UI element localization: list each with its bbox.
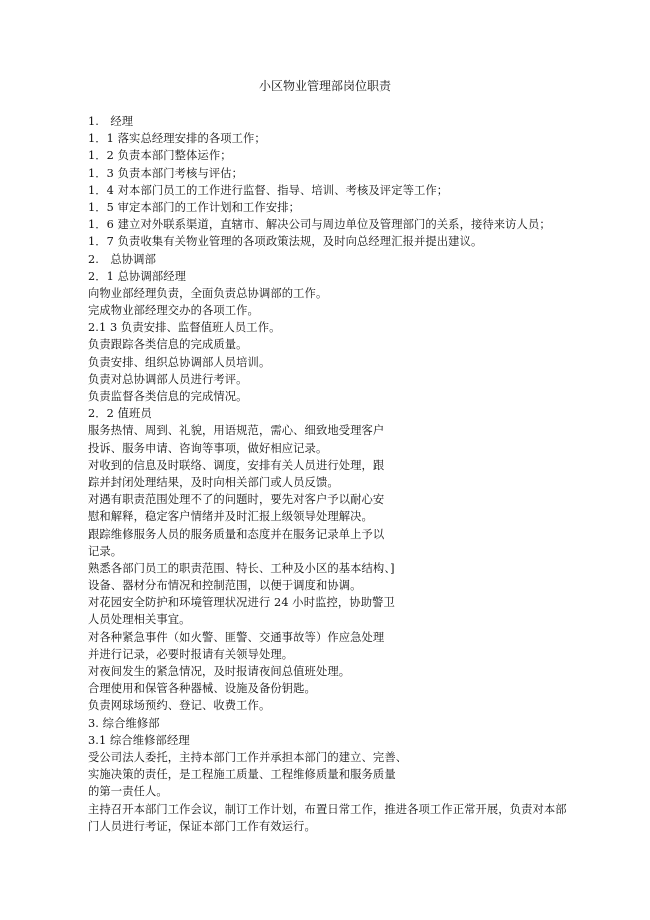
text-line: 3. 综合维修部 — [88, 716, 160, 730]
text-line: 3.1 综合维修部经理 — [88, 733, 190, 747]
text-line: 2．1 总协调部经理 — [88, 269, 187, 283]
text-line: 1．7 负责收集有关物业管理的各项政策法规，及时向总经理汇报并提出建议。 — [88, 235, 483, 249]
text-line: 完成物业部经理交办的各项工作。 — [88, 304, 259, 318]
text-line: 1．6 建立对外联系渠道，直辖市、解决公司与周边单位及管理部门的关系，接待来访人员； — [88, 218, 551, 232]
text-line: 熟悉各部门员工的职责范围、特长、工种及小区的基本结构、] — [88, 561, 395, 575]
text-line: 合理使用和保管各种器械、设施及备份钥匙。 — [88, 682, 316, 696]
text-line: 服务热情、周到、礼貌，用语规范，需心、细致地受理客户 — [88, 424, 385, 438]
text-line: 对遇有职责范围处理不了的问题时，要先对客户予以耐心安 — [88, 493, 385, 507]
text-line: 踪并封闭处理结果，及时向相关部门或人员反馈。 — [88, 475, 339, 489]
text-line: 负责监督各类信息的完成情况。 — [88, 390, 248, 403]
text-line: 人员处理相关事宜。 — [88, 613, 191, 627]
text-line: 跟踪维修服务人员的服务质量和态度并在服务记录单上予以 — [88, 527, 385, 541]
text-line: 1．3 负责本部门考核与评估； — [88, 166, 244, 180]
text-line: 1．2 负责本部门整体运作； — [88, 149, 232, 163]
text-line: 受公司法人委托，主持本部门工作并承担本部门的建立、完善、 — [88, 750, 408, 764]
text-line: 门人员进行考证，保证本部门工作有效运行。 — [88, 819, 316, 833]
text-line: 2.1 3 负责安排、监督值班人员工作。 — [88, 321, 281, 335]
text-line: 慰和解释，稳定客户情绪并及时汇报上级领导处理解决。 — [88, 510, 373, 524]
text-line: 负责对总协调部人员进行考评。 — [88, 372, 248, 386]
text-line: 负责跟踪各类信息的完成质量。 — [88, 338, 248, 352]
text-line: 负责网球场预约、登记、收费工作。 — [88, 699, 271, 713]
text-line: 负责安排、组织总协调部人员培训。 — [88, 355, 271, 369]
text-line: 2. 总协调部 — [88, 252, 156, 266]
text-line: 的第一责任人。 — [88, 785, 168, 799]
text-line: 1．4 对本部门员工的工作进行监督、指导、培训、考核及评定等工作； — [88, 183, 449, 197]
text-line: 2．2 值班员 — [88, 407, 152, 421]
text-line: 实施决策的责任，是工程施工质量、工程维修质量和服务质量 — [88, 768, 396, 782]
text-line: 对夜间发生的紧急情况，及时报请夜间总值班处理。 — [88, 665, 351, 678]
text-line: 1．1 落实总经理安排的各项工作； — [88, 132, 266, 146]
text-line: 设备、器材分布情况和控制范围，以便于调度和协调。 — [88, 579, 362, 593]
text-line: 主持召开本部门工作会议，制订工作计划，布置日常工作，推进各项工作正常开展，负责对本部 — [88, 802, 567, 816]
text-line: 投诉、服务申请、咨询等事项，做好相应记录。 — [88, 441, 328, 455]
text-line: 对收到的信息及时联络、调度，安排有关人员进行处理，跟 — [88, 458, 385, 472]
text-line: 对花园安全防护和环境管理状况进行 24 小时监控，协助警卫 — [88, 596, 395, 610]
document-title: 小区物业管理部岗位职责 — [258, 79, 391, 93]
text-line: 1．5 审定本部门的工作计划和工作安排； — [88, 200, 301, 214]
text-line: 并进行记录，必要时报请有关领导处理。 — [88, 647, 294, 661]
document-body — [88, 113, 608, 835]
text-line: 记录。 — [88, 544, 123, 558]
text-line: 1. 经理 — [88, 115, 134, 128]
text-line: 对各种紧急事件（如火警、匪警、交通事故等）作应急处理 — [88, 630, 385, 644]
text-line: 向物业部经理负责，全面负责总协调部的工作。 — [88, 286, 328, 300]
